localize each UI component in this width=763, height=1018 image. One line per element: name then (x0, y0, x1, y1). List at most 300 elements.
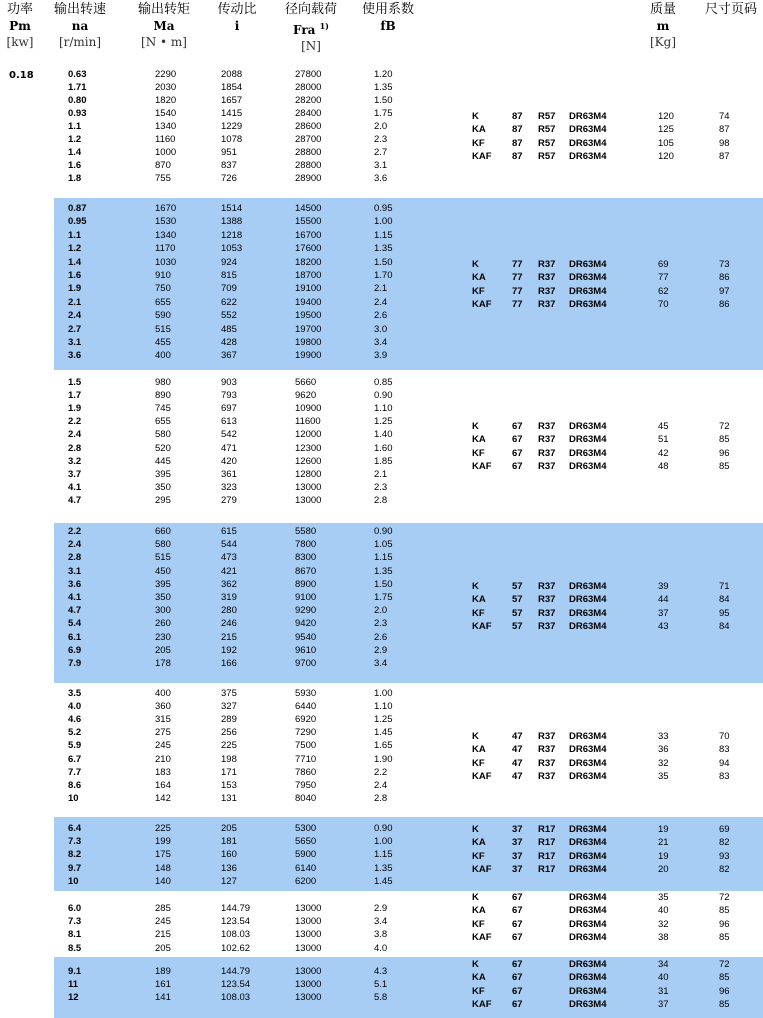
table-row (54, 81, 763, 94)
model-row (54, 918, 763, 931)
cell-service-factor: 3.4 (374, 658, 388, 669)
table-row (54, 402, 763, 415)
cell-radial-load: 28200 (295, 95, 322, 106)
cell-ratio: 1388 (221, 216, 243, 228)
cell-speed: 8.1 (68, 929, 82, 941)
cell-torque: 175 (155, 849, 171, 861)
cell-pre-stage: R37 (538, 607, 556, 619)
cell-motor: DR63M4 (569, 259, 607, 270)
cell-speed: 8.5 (68, 942, 82, 954)
cell-gear-size: 87 (512, 150, 523, 162)
cell-torque: 1030 (155, 256, 177, 268)
cell-gear-size: 37 (512, 824, 523, 835)
cell-service-factor: 2.3 (374, 481, 388, 493)
cell-speed: 11 (68, 979, 79, 991)
cell-service-factor: 1.85 (374, 455, 393, 467)
cell-radial-load: 9620 (295, 390, 317, 402)
cell-radial-load: 13000 (295, 966, 322, 977)
model-row (54, 770, 763, 783)
cell-ratio: 622 (221, 296, 237, 308)
cell-speed: 2.2 (68, 526, 82, 537)
table-group (54, 817, 763, 891)
table-row (54, 202, 763, 215)
cell-ratio: 136 (221, 862, 237, 874)
cell-radial-load: 5930 (295, 688, 317, 699)
cell-radial-load: 28000 (295, 82, 322, 93)
cell-service-factor: 0.90 (374, 823, 393, 834)
cell-radial-load: 12800 (295, 468, 322, 480)
cell-motor: DR63M4 (569, 421, 607, 432)
cell-service-factor: 1.90 (374, 753, 393, 765)
cell-page-ref: 96 (719, 447, 730, 459)
model-row (54, 460, 763, 473)
cell-mass: 20 (658, 863, 669, 875)
cell-pre-stage: R37 (538, 757, 556, 769)
cell-radial-load: 9100 (295, 592, 317, 603)
cell-radial-load: 15500 (295, 216, 322, 228)
cell-ratio: 1078 (221, 134, 243, 145)
cell-motor: DR63M4 (569, 272, 607, 284)
cell-mass: 37 (658, 607, 669, 619)
cell-mass: 77 (658, 272, 669, 284)
cell-ratio: 367 (221, 350, 237, 362)
cell-torque: 205 (155, 942, 171, 954)
cell-service-factor: 1.25 (374, 416, 393, 428)
cell-radial-load: 5900 (295, 849, 317, 861)
cell-radial-load: 13000 (295, 929, 322, 941)
header-ratio-label: 传动比 (217, 2, 257, 17)
cell-gear-type: KAF (472, 863, 492, 875)
cell-ratio: 421 (221, 565, 237, 577)
table-group (54, 370, 763, 523)
cell-speed: 10 (68, 875, 79, 887)
cell-torque: 910 (155, 270, 171, 281)
cell-speed: 1.2 (68, 243, 82, 255)
cell-gear-size: 47 (512, 731, 523, 742)
cell-speed: 1.9 (68, 283, 82, 295)
cell-pre-stage: R37 (538, 259, 556, 270)
model-row (54, 580, 763, 593)
cell-torque: 295 (155, 494, 171, 506)
cell-mass: 45 (658, 421, 669, 432)
table-row (54, 538, 763, 551)
cell-speed: 2.4 (68, 310, 82, 322)
cell-ratio: 924 (221, 256, 237, 268)
cell-motor: DR63M4 (569, 985, 607, 997)
cell-radial-load: 28600 (295, 121, 322, 132)
cell-torque: 655 (155, 296, 171, 308)
cell-service-factor: 1.50 (374, 256, 393, 268)
model-row (54, 271, 763, 284)
cell-speed: 2.7 (68, 323, 82, 335)
cell-pre-stage: R17 (538, 824, 556, 835)
table-row (54, 94, 763, 107)
cell-ratio: 1514 (221, 203, 243, 214)
cell-speed: 2.8 (68, 442, 82, 454)
cell-mass: 33 (658, 731, 669, 742)
cell-service-factor: 1.00 (374, 836, 393, 848)
cell-radial-load: 6440 (295, 701, 317, 713)
model-row (54, 298, 763, 311)
model-row (54, 998, 763, 1011)
cell-ratio: 697 (221, 403, 237, 415)
cell-service-factor: 3.6 (374, 173, 388, 184)
cell-motor: DR63M4 (569, 620, 607, 632)
cell-torque: 189 (155, 966, 171, 977)
model-row (54, 150, 763, 163)
cell-torque: 450 (155, 565, 171, 577)
cell-speed: 6.9 (68, 644, 82, 656)
cell-ratio: 375 (221, 688, 237, 699)
cell-motor: DR63M4 (569, 124, 607, 136)
cell-ratio: 144.79 (221, 903, 251, 914)
cell-gear-size: 87 (512, 137, 523, 149)
cell-gear-size: 47 (512, 757, 523, 769)
cell-gear-size: 37 (512, 837, 523, 849)
cell-radial-load: 13000 (295, 481, 322, 493)
table-row (54, 349, 763, 362)
table-header (0, 0, 763, 56)
cell-page-ref: 86 (719, 272, 730, 284)
cell-motor: DR63M4 (569, 111, 607, 122)
cell-radial-load: 9290 (295, 605, 317, 617)
cell-radial-load: 28700 (295, 134, 322, 145)
cell-motor: DR63M4 (569, 460, 607, 472)
cell-speed: 2.4 (68, 429, 82, 441)
cell-radial-load: 5650 (295, 836, 317, 848)
header-radial-label: 径向载荷 (284, 2, 337, 17)
cell-ratio: 123.54 (221, 916, 251, 928)
header-torque-label: 输出转矩 (137, 2, 190, 17)
cell-ratio: 108.03 (221, 929, 251, 941)
cell-speed: 1.2 (68, 134, 82, 145)
cell-service-factor: 3.1 (374, 160, 388, 171)
header-speed-unit: [r/min] (58, 35, 102, 49)
cell-speed: 1.8 (68, 173, 82, 184)
cell-gear-size: 67 (512, 998, 523, 1010)
header-speed-symbol: na (71, 19, 89, 33)
cell-service-factor: 2.4 (374, 779, 388, 791)
cell-gear-size: 57 (512, 620, 523, 632)
cell-mass: 125 (658, 124, 674, 136)
cell-service-factor: 1.35 (374, 565, 393, 577)
cell-gear-size: 67 (512, 460, 523, 472)
cell-speed: 12 (68, 992, 79, 1004)
cell-mass: 120 (658, 111, 674, 122)
cell-ratio: 471 (221, 442, 237, 454)
cell-gear-type: K (472, 111, 479, 122)
cell-service-factor: 1.45 (374, 727, 393, 739)
cell-torque: 580 (155, 429, 171, 441)
cell-pre-stage: R37 (538, 581, 556, 592)
cell-ratio: 615 (221, 526, 237, 537)
cell-pre-stage: R37 (538, 620, 556, 632)
table-group (54, 56, 763, 198)
cell-service-factor: 1.75 (374, 108, 393, 119)
table-row (54, 551, 763, 564)
cell-torque: 199 (155, 836, 171, 848)
cell-gear-size: 87 (512, 111, 523, 122)
cell-radial-load: 18700 (295, 270, 322, 281)
cell-service-factor: 2.2 (374, 766, 388, 778)
cell-speed: 5.9 (68, 740, 82, 752)
cell-gear-type: KAF (472, 931, 492, 943)
cell-torque: 515 (155, 552, 171, 564)
cell-torque: 1340 (155, 229, 177, 241)
cell-speed: 4.7 (68, 605, 82, 617)
cell-ratio: 1854 (221, 82, 243, 93)
cell-service-factor: 1.05 (374, 539, 393, 551)
cell-motor: DR63M4 (569, 824, 607, 835)
cell-radial-load: 19900 (295, 350, 322, 362)
model-row (54, 620, 763, 633)
cell-radial-load: 7800 (295, 539, 317, 551)
cell-ratio: 544 (221, 539, 237, 551)
cell-ratio: 108.03 (221, 992, 251, 1004)
cell-torque: 455 (155, 337, 171, 348)
cell-torque: 210 (155, 753, 171, 765)
cell-radial-load: 19100 (295, 283, 322, 295)
header-factor-label: 使用系数 (361, 2, 414, 17)
cell-motor: DR63M4 (569, 150, 607, 162)
cell-torque: 870 (155, 160, 171, 171)
cell-mass: 32 (658, 918, 669, 930)
cell-radial-load: 28800 (295, 160, 322, 171)
cell-speed: 8.2 (68, 849, 82, 861)
cell-torque: 520 (155, 442, 171, 454)
cell-mass: 38 (658, 931, 669, 943)
table-row (54, 525, 763, 538)
header-page-label: 尺寸页码 (704, 2, 757, 17)
cell-ratio: 726 (221, 173, 237, 184)
header-page (700, 2, 762, 18)
cell-radial-load: 13000 (295, 494, 322, 506)
cell-radial-load: 9700 (295, 658, 317, 669)
cell-speed: 1.7 (68, 390, 82, 402)
cell-ratio: 102.62 (221, 942, 251, 954)
cell-speed: 4.0 (68, 701, 82, 713)
table-row (54, 644, 763, 657)
cell-ratio: 160 (221, 849, 237, 861)
cell-pre-stage: R57 (538, 137, 556, 149)
cell-radial-load: 19400 (295, 296, 322, 308)
cell-speed: 1.1 (68, 229, 82, 241)
cell-ratio: 246 (221, 618, 237, 630)
cell-speed: 1.9 (68, 403, 82, 415)
cell-torque: 350 (155, 592, 171, 603)
cell-speed: 4.7 (68, 494, 82, 506)
cell-speed: 3.1 (68, 565, 82, 577)
cell-pre-stage: R37 (538, 460, 556, 472)
cell-ratio: 256 (221, 727, 237, 739)
cell-radial-load: 8040 (295, 792, 317, 804)
cell-service-factor: 1.35 (374, 243, 393, 255)
cell-gear-size: 57 (512, 607, 523, 619)
cell-gear-size: 77 (512, 285, 523, 297)
header-radial-footnote: 1) (319, 21, 329, 31)
cell-radial-load: 11600 (295, 416, 321, 428)
cell-speed: 7.7 (68, 766, 82, 778)
cell-torque: 2030 (155, 82, 177, 93)
cell-gear-size: 67 (512, 918, 523, 930)
table-row (54, 215, 763, 228)
cell-gear-type: K (472, 259, 479, 270)
cell-torque: 890 (155, 390, 171, 402)
cell-torque: 350 (155, 481, 171, 493)
cell-mass: 39 (658, 581, 669, 592)
table-row (54, 687, 763, 700)
model-row (54, 593, 763, 606)
header-radial-symbol-text: Fra (293, 23, 316, 37)
cell-gear-size: 67 (512, 434, 523, 446)
cell-mass: 19 (658, 824, 669, 835)
cell-radial-load: 17600 (295, 243, 322, 255)
header-power-label: 功率 (6, 2, 33, 17)
cell-service-factor: 1.75 (374, 592, 393, 603)
cell-ratio: 709 (221, 283, 237, 295)
cell-gear-size: 67 (512, 985, 523, 997)
cell-mass: 69 (658, 259, 669, 270)
cell-page-ref: 93 (719, 850, 730, 862)
cell-mass: 120 (658, 150, 674, 162)
cell-torque: 750 (155, 283, 171, 295)
cell-torque: 1540 (155, 108, 177, 119)
cell-motor: DR63M4 (569, 905, 607, 917)
cell-radial-load: 18200 (295, 256, 322, 268)
cell-ratio: 815 (221, 270, 237, 281)
cell-radial-load: 13000 (295, 979, 322, 991)
cell-mass: 36 (658, 744, 669, 756)
cell-torque: 215 (155, 929, 171, 941)
cell-ratio: 323 (221, 481, 237, 493)
cell-gear-type: KF (472, 285, 485, 297)
model-row (54, 730, 763, 743)
cell-speed: 3.6 (68, 350, 82, 362)
table-row (54, 229, 763, 242)
header-torque (132, 2, 196, 50)
cell-torque: 360 (155, 701, 171, 713)
cell-ratio: 1218 (221, 229, 243, 241)
cell-speed: 1.4 (68, 147, 82, 158)
cell-gear-type: KAF (472, 998, 492, 1010)
cell-motor: DR63M4 (569, 931, 607, 943)
cell-ratio: 903 (221, 377, 237, 388)
table-row (54, 700, 763, 713)
cell-mass: 62 (658, 285, 669, 297)
cell-speed: 3.1 (68, 337, 82, 348)
table-row (54, 481, 763, 494)
cell-mass: 35 (658, 770, 669, 782)
cell-mass: 21 (658, 837, 669, 849)
cell-page-ref: 83 (719, 770, 730, 782)
cell-radial-load: 9420 (295, 618, 317, 630)
cell-speed: 3.2 (68, 455, 82, 467)
cell-service-factor: 1.35 (374, 82, 393, 93)
cell-pre-stage: R37 (538, 770, 556, 782)
cell-torque: 395 (155, 578, 171, 590)
cell-service-factor: 2.8 (374, 494, 388, 506)
cell-radial-load: 8900 (295, 578, 317, 590)
cell-ratio: 280 (221, 605, 237, 617)
cell-service-factor: 3.4 (374, 916, 388, 928)
cell-pre-stage: R37 (538, 272, 556, 284)
cell-service-factor: 2.6 (374, 310, 388, 322)
cell-torque: 230 (155, 631, 171, 643)
cell-motor: DR63M4 (569, 744, 607, 756)
cell-motor: DR63M4 (569, 959, 607, 970)
model-row (54, 110, 763, 123)
table-row (54, 792, 763, 805)
cell-radial-load: 19800 (295, 337, 322, 348)
cell-torque: 400 (155, 350, 171, 362)
cell-gear-size: 57 (512, 581, 523, 592)
model-row (54, 891, 763, 904)
header-power-unit: [kw] (6, 35, 34, 49)
header-radial-symbol (279, 18, 343, 38)
cell-ratio: 361 (221, 468, 237, 480)
cell-gear-size: 67 (512, 421, 523, 432)
cell-service-factor: 2.4 (374, 296, 388, 308)
cell-ratio: 181 (221, 836, 237, 848)
header-ratio (212, 2, 262, 34)
cell-pre-stage: R57 (538, 111, 556, 122)
cell-motor: DR63M4 (569, 607, 607, 619)
cell-torque: 225 (155, 823, 171, 834)
cell-service-factor: 0.90 (374, 526, 393, 537)
cell-pre-stage: R37 (538, 731, 556, 742)
model-row (54, 904, 763, 917)
model-row (54, 123, 763, 136)
cell-speed: 0.87 (68, 203, 87, 214)
cell-ratio: 420 (221, 455, 237, 467)
cell-speed: 0.95 (68, 216, 87, 228)
cell-radial-load: 9540 (295, 631, 317, 643)
cell-speed: 7.3 (68, 916, 82, 928)
model-row (54, 863, 763, 876)
cell-service-factor: 4.3 (374, 966, 388, 977)
cell-ratio: 1053 (221, 243, 243, 255)
cell-mass: 105 (658, 137, 674, 149)
cell-gear-size: 67 (512, 447, 523, 459)
cell-gear-type: KA (472, 905, 486, 917)
cell-speed: 0.93 (68, 108, 87, 119)
cell-torque: 183 (155, 766, 171, 778)
cell-service-factor: 1.50 (374, 578, 393, 590)
header-power-symbol: Pm (9, 19, 31, 33)
cell-service-factor: 1.25 (374, 714, 393, 726)
cell-radial-load: 8300 (295, 552, 317, 564)
cell-speed: 3.7 (68, 468, 82, 480)
cell-radial-load: 14500 (295, 203, 322, 214)
cell-page-ref: 87 (719, 150, 730, 162)
cell-torque: 285 (155, 903, 171, 914)
header-mass-unit: [Kg] (649, 35, 676, 49)
model-row (54, 137, 763, 150)
cell-torque: 142 (155, 792, 171, 804)
cell-ratio: 327 (221, 701, 237, 713)
cell-ratio: 319 (221, 592, 237, 603)
cell-pre-stage: R57 (538, 150, 556, 162)
cell-pre-stage: R37 (538, 298, 556, 310)
table-group (54, 891, 763, 957)
cell-service-factor: 1.35 (374, 862, 393, 874)
cell-ratio: 205 (221, 823, 237, 834)
table-row (54, 713, 763, 726)
cell-service-factor: 1.65 (374, 740, 393, 752)
cell-mass: 70 (658, 298, 669, 310)
cell-gear-type: KA (472, 594, 486, 606)
header-radial-unit: [N] (301, 39, 321, 53)
